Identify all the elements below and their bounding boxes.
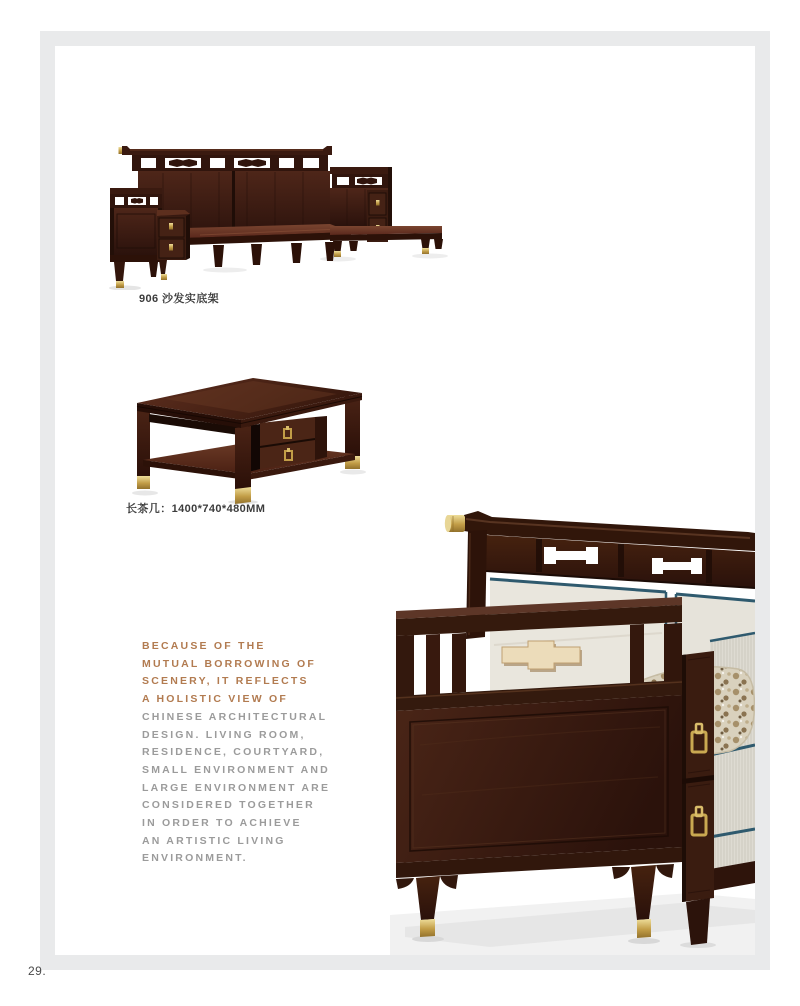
page-number: 29. (28, 964, 47, 978)
sofa-detail-photo (390, 495, 755, 955)
product-caption-tea-table: 长茶几：1400*740*480MM (126, 503, 266, 515)
copy-line: SCENERY, IT REFLECTS (142, 675, 309, 688)
sofa-frame-image (105, 138, 461, 290)
marketing-copy (142, 638, 331, 868)
tea-table-image (131, 372, 369, 504)
copy-line: ENVIRONMENT. (142, 852, 248, 865)
copy-line: AN ARTISTIC LIVING (142, 834, 286, 847)
copy-line: DESIGN. LIVING ROOM, (142, 728, 306, 741)
copy-line: MUTUAL BORROWING OF (142, 657, 317, 670)
copy-line: LARGE ENVIRONMENT ARE (142, 781, 331, 794)
product-caption-sofa-frame: 906 沙发实底架 (139, 293, 220, 305)
copy-line: CHINESE ARCHITECTURAL (142, 710, 328, 723)
copy-line: BECAUSE OF THE (142, 640, 266, 652)
copy-line: A HOLISTIC VIEW OF (142, 693, 288, 706)
copy-line: RESIDENCE, COURTYARD, (142, 746, 325, 759)
copy-line: CONSIDERED TOGETHER (142, 799, 315, 812)
copy-line: IN ORDER TO ACHIEVE (142, 817, 302, 830)
copy-line: SMALL ENVIRONMENT AND (142, 763, 330, 776)
